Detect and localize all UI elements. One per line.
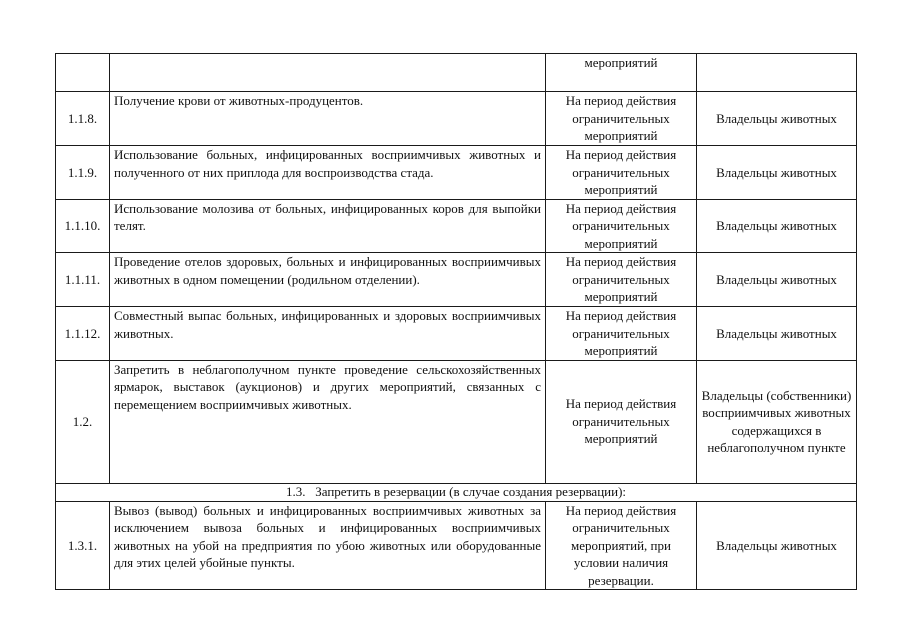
measure-text: Получение крови от животных-продуцентов. <box>110 92 546 146</box>
table-row <box>56 360 857 483</box>
table-row <box>56 253 857 307</box>
section-row <box>56 483 857 501</box>
measure-text: Использование молозива от больных, инфицированных коров для выпойки телят. <box>110 199 546 253</box>
responsible-cell: Владельцы (собственники) восприимчивых животных содержащихся в неблагополучном пункте <box>697 360 857 483</box>
row-number: 1.3.1. <box>56 501 110 590</box>
row-number <box>56 54 110 92</box>
measure-text: Вывоз (вывод) больных и инфицированных восприимчивых животных за исключением вывоза больных и инфицированных восприимчивых животных на убой на предприятия по убою животных или оборудованные для этих целей убойные пункты. <box>110 501 546 590</box>
measure-text: Проведение отелов здоровых, больных и инфицированных восприимчивых животных в одном помещении (родильном отделении). <box>110 253 546 307</box>
table-row <box>56 199 857 253</box>
responsible-cell: Владельцы животных <box>697 92 857 146</box>
period-cell: мероприятий <box>546 54 697 92</box>
row-number: 1.1.11. <box>56 253 110 307</box>
row-number: 1.1.8. <box>56 92 110 146</box>
responsible-cell: Владельцы животных <box>697 501 857 590</box>
responsible-cell <box>697 54 857 92</box>
period-cell: На период действия ограничительных мероприятий <box>546 92 697 146</box>
section-heading: 1.3. Запретить в резервации (в случае создания резервации): <box>56 483 857 501</box>
period-cell: На период действия ограничительных мероприятий, при условии наличия резервации. <box>546 501 697 590</box>
measure-text: Использование больных, инфицированных восприимчивых животных и полученного от них приплода для воспроизводства стада. <box>110 146 546 200</box>
row-number: 1.2. <box>56 360 110 483</box>
period-cell: На период действия ограничительных мероприятий <box>546 307 697 361</box>
measures-table <box>55 53 857 590</box>
period-cell: На период действия ограничительных мероприятий <box>546 360 697 483</box>
responsible-cell: Владельцы животных <box>697 253 857 307</box>
responsible-cell: Владельцы животных <box>697 307 857 361</box>
responsible-cell: Владельцы животных <box>697 199 857 253</box>
table-row <box>56 501 857 590</box>
table-row <box>56 54 857 92</box>
measure-text: Запретить в неблагополучном пункте проведение сельскохозяйственных ярмарок, выставок (аукционов) и других мероприятий, связанных с перемещением восприимчивых животных. <box>110 360 546 483</box>
row-number: 1.1.12. <box>56 307 110 361</box>
measure-text: Совместный выпас больных, инфицированных и здоровых восприимчивых животных. <box>110 307 546 361</box>
table-row <box>56 92 857 146</box>
period-cell: На период действия ограничительных мероприятий <box>546 253 697 307</box>
period-cell: На период действия ограничительных мероприятий <box>546 199 697 253</box>
period-cell: На период действия ограничительных мероприятий <box>546 146 697 200</box>
responsible-cell: Владельцы животных <box>697 146 857 200</box>
table-row <box>56 307 857 361</box>
table-row <box>56 146 857 200</box>
measure-text <box>110 54 546 92</box>
row-number: 1.1.10. <box>56 199 110 253</box>
row-number: 1.1.9. <box>56 146 110 200</box>
